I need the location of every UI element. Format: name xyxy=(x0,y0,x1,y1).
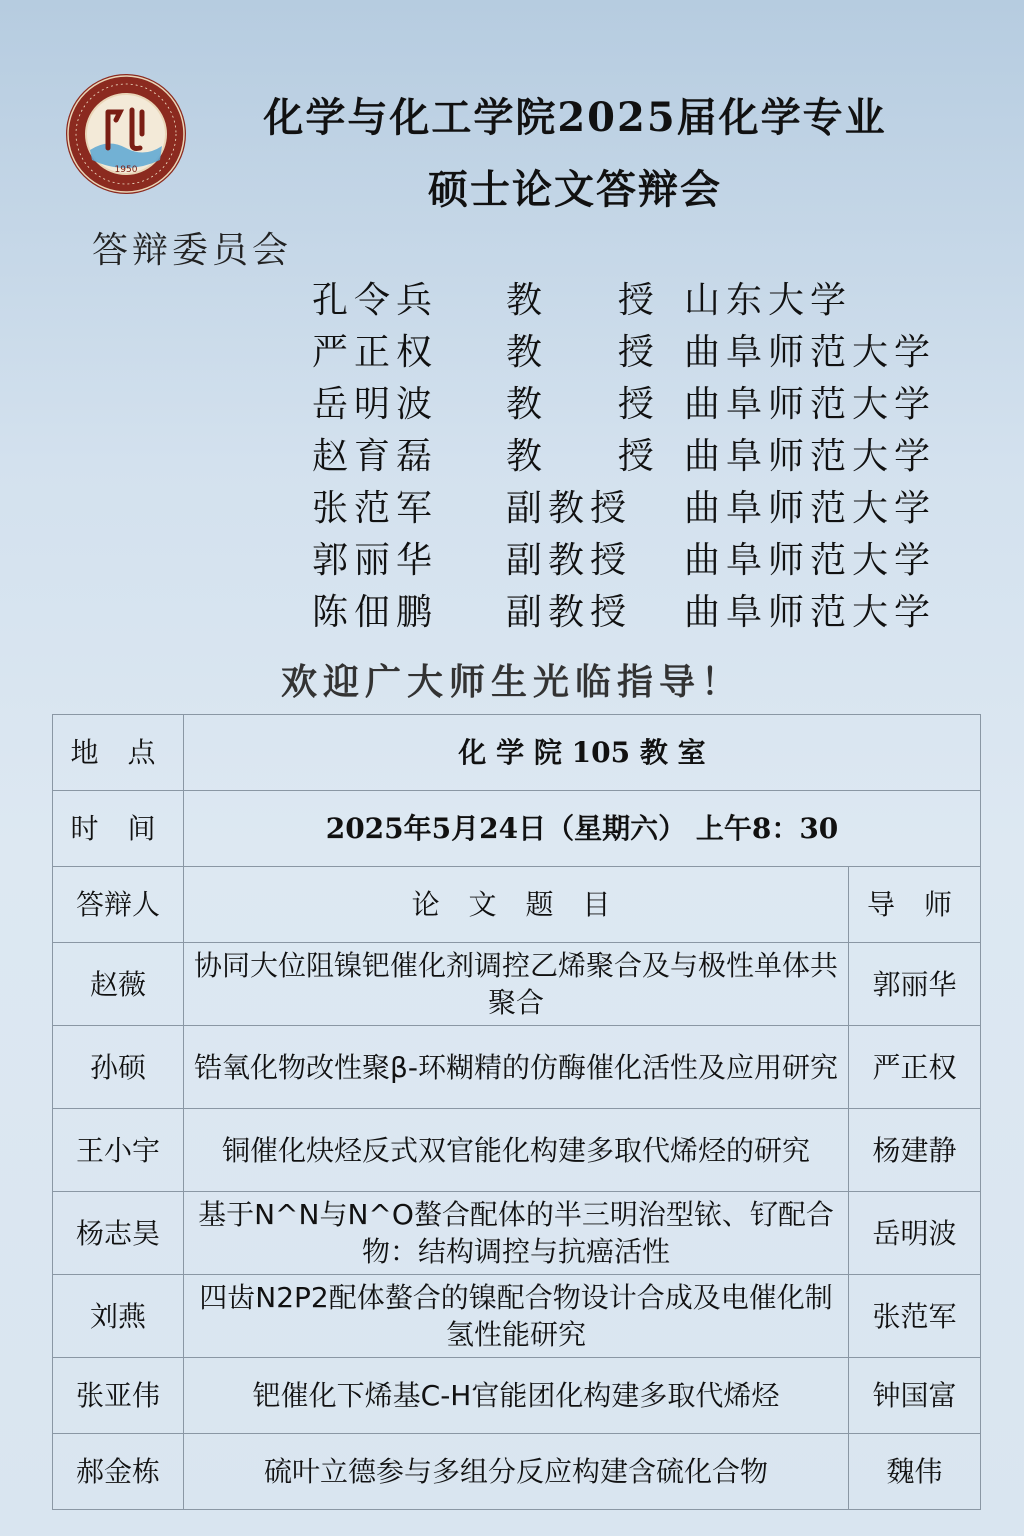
table-row xyxy=(53,1026,981,1109)
page-title: 化学与化工学院2025届化学专业 xyxy=(263,94,887,141)
committee-name: 陈佃鹏 xyxy=(312,592,439,633)
cell-student: 刘燕 xyxy=(53,1275,184,1358)
committee-name: 岳明波 xyxy=(312,384,439,425)
cell-thesis: 硫叶立德参与多组分反应构建含硫化合物 xyxy=(184,1434,849,1510)
cell-advisor: 张范军 xyxy=(849,1275,981,1358)
table-row xyxy=(53,1109,981,1192)
committee-name: 张范军 xyxy=(312,488,439,529)
committee-name: 孔令兵 xyxy=(312,280,439,321)
committee-title: 教 授 xyxy=(506,384,660,425)
committee-name: 郭丽华 xyxy=(312,540,439,581)
table-row xyxy=(53,1434,981,1510)
committee-title: 教 授 xyxy=(506,332,660,373)
cell-thesis: 锆氧化物改性聚β-环糊精的仿酶催化活性及应用研究 xyxy=(184,1026,849,1109)
welcome-message: 欢迎广大师生光临指导！ xyxy=(280,661,743,703)
committee-title: 副教授 xyxy=(506,488,633,529)
table-header-row xyxy=(53,867,981,943)
committee-org: 曲阜师范大学 xyxy=(684,384,937,425)
committee-name: 赵育磊 xyxy=(312,436,439,477)
cell-advisor: 郭丽华 xyxy=(849,943,981,1026)
committee-heading: 答辩委员会 xyxy=(92,230,293,271)
cell-student: 张亚伟 xyxy=(53,1358,184,1434)
cell-thesis: 铜催化炔烃反式双官能化构建多取代烯烃的研究 xyxy=(184,1109,849,1192)
location-value: 化 学 院 105 教 室 xyxy=(184,715,981,791)
time-label: 时 间 xyxy=(53,791,184,867)
committee-org: 曲阜师范大学 xyxy=(684,488,937,529)
cell-advisor: 钟国富 xyxy=(849,1358,981,1434)
committee-org: 曲阜师范大学 xyxy=(684,436,937,477)
cell-thesis: 协同大位阻镍钯催化剂调控乙烯聚合及与极性单体共聚合 xyxy=(184,943,849,1026)
schedule-table xyxy=(52,714,981,1510)
cell-student: 赵薇 xyxy=(53,943,184,1026)
committee-org: 曲阜师范大学 xyxy=(684,332,937,373)
committee-title: 副教授 xyxy=(506,540,633,581)
committee-name: 严正权 xyxy=(312,332,439,373)
time-value: 2025年5月24日（星期六） 上午8：30 xyxy=(184,791,981,867)
time-row xyxy=(53,791,981,867)
cell-advisor: 杨建静 xyxy=(849,1109,981,1192)
cell-student: 王小宇 xyxy=(53,1109,184,1192)
page-subtitle: 硕士论文答辩会 xyxy=(428,166,722,213)
header-thesis: 论 文 题 目 xyxy=(184,867,849,943)
cell-student: 孙硕 xyxy=(53,1026,184,1109)
cell-advisor: 严正权 xyxy=(849,1026,981,1109)
location-label: 地 点 xyxy=(53,715,184,791)
committee-org: 曲阜师范大学 xyxy=(684,592,937,633)
committee-org: 曲阜师范大学 xyxy=(684,540,937,581)
header-advisor: 导 师 xyxy=(849,867,981,943)
committee-title: 副教授 xyxy=(506,592,633,633)
table-row xyxy=(53,943,981,1026)
header-student: 答辩人 xyxy=(53,867,184,943)
committee-title: 教 授 xyxy=(506,436,660,477)
location-row xyxy=(53,715,981,791)
committee-title: 教 授 xyxy=(506,280,660,321)
school-logo xyxy=(64,72,188,196)
table-row xyxy=(53,1192,981,1275)
cell-thesis: 四齿N2P2配体螯合的镍配合物设计合成及电催化制氢性能研究 xyxy=(184,1275,849,1358)
cell-advisor: 岳明波 xyxy=(849,1192,981,1275)
table-row xyxy=(53,1358,981,1434)
cell-student: 郝金栋 xyxy=(53,1434,184,1510)
cell-student: 杨志昊 xyxy=(53,1192,184,1275)
table-row xyxy=(53,1275,981,1358)
logo-year: 1950 xyxy=(114,165,138,175)
committee-org: 山东大学 xyxy=(684,280,853,321)
cell-thesis: 基于N^N与N^O螯合配体的半三明治型铱、钌配合物：结构调控与抗癌活性 xyxy=(184,1192,849,1275)
cell-advisor: 魏伟 xyxy=(849,1434,981,1510)
cell-thesis: 钯催化下烯基C-H官能团化构建多取代烯烃 xyxy=(184,1358,849,1434)
